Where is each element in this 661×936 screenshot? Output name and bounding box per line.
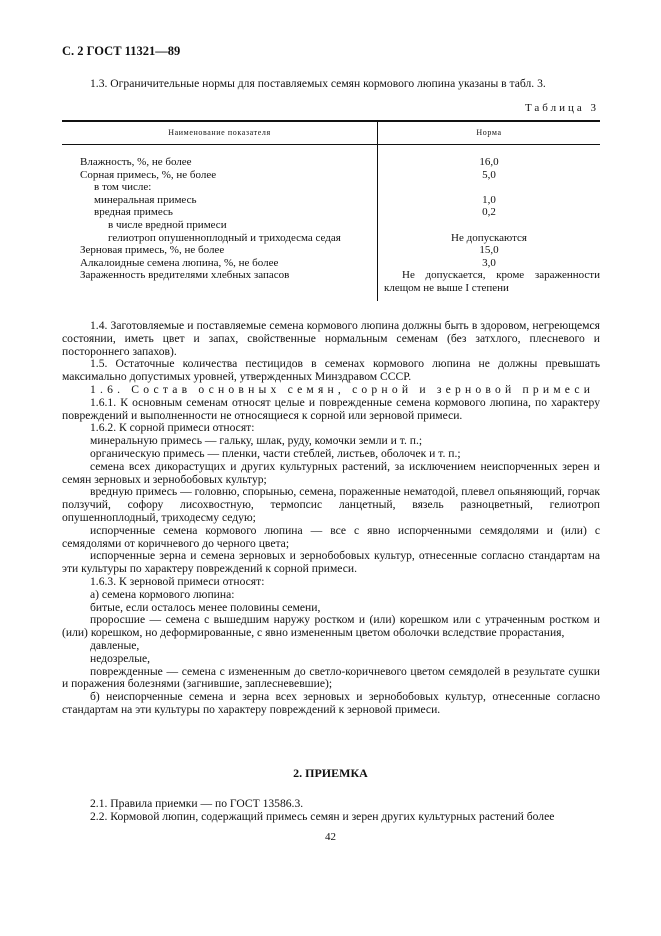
paragraph: б) неиспорченные семена и зерна всех зерновых и зернобобовых культур, отнесенные согласно стандартам на эти культуры по характеру повреждений к зерновой примеси. [62, 690, 600, 716]
section-title: 2. ПРИЕМКА [293, 766, 368, 780]
row-value: 16,0 [479, 156, 499, 168]
row-value: Не допускается, кроме зараженности клещом не выше I степени [384, 269, 600, 294]
table-caption: Таблица 3 [524, 102, 599, 114]
subsection-heading: 1.6. Состав основных семян, сорной и зерновой примеси [90, 382, 595, 396]
row-name: Сорная примесь, %, не более [80, 168, 217, 181]
row-value: 0,2 [482, 206, 496, 219]
row-name: Зараженность вредителями хлебных запасов [80, 269, 290, 282]
paragraph: а) семена кормового люпина: [90, 587, 235, 601]
row-value: 1,0 [482, 193, 496, 206]
row-name: Влажность, %, не более [80, 156, 192, 168]
section2-text [62, 798, 600, 824]
row-name: гелиотроп опушенноплодный и триходесма седая [108, 231, 341, 244]
row-value: 3,0 [482, 256, 496, 269]
paragraph: минеральную примесь — гальку, шлак, руду, комочки земли и т. п.; [90, 434, 423, 448]
paragraph: органическую примесь — пленки, части стеблей, листьев, оболочек и т. п.; [90, 446, 461, 460]
paragraph: битые, если осталось менее половины семени, [90, 600, 321, 614]
paragraph: семена всех дикорастущих и других культурных растений, за исключением неиспорченных зерен и семян зерновых и зернобобовых культур; [62, 459, 600, 486]
paragraph: 2.2. Кормовой люпин, содержащий примесь семян и зерен других культурных растений более [90, 809, 555, 823]
intro-text: 1.3. Ограничительные нормы для поставляемых семян кормового люпина указаны в табл. 3. [90, 77, 546, 90]
row-name: Алкалоидные семена люпина, %, не более [80, 256, 279, 269]
paragraph: 1.6.1. К основным семенам относят целые и поврежденные семена кормового люпина, по характеру повреждений и выполненности не относящиеся к сорной или зерновой примеси. [62, 395, 600, 422]
paragraph: давленые, [90, 638, 140, 652]
paragraph: 1.6.2. К сорной примеси относят: [90, 421, 255, 435]
row-name: в том числе: [94, 181, 152, 194]
table-header-rule [62, 144, 600, 145]
table-body [62, 156, 600, 306]
paragraph: недозрелые, [90, 651, 151, 665]
row-value: 15,0 [479, 244, 499, 257]
paragraph: 2.1. Правила приемки — по ГОСТ 13586.3. [90, 797, 304, 810]
row-value: Не допускаются [451, 231, 527, 244]
table-header-name: Наименование показателя [168, 128, 271, 137]
row-value: 5,0 [482, 168, 496, 181]
row-name: вредная примесь [94, 206, 173, 219]
paragraph: испорченные зерна и семена зерновых и зернобобовых культур, отнесенные согласно стандартам на эти культуры по характеру повреждений к сорной примеси. [62, 549, 600, 576]
row-name: минеральная примесь [94, 193, 197, 206]
page-header: С. 2 ГОСТ 11321—89 [62, 44, 181, 58]
intro-paragraph [62, 78, 600, 91]
table-header-norm: Норма [476, 128, 502, 137]
page-number: 42 [325, 831, 336, 843]
paragraph: вредную примесь — головню, спорынью, семена, пораженные нематодой, плевел опьяняющий, горчак ползучий, софору лисохвостную, термопсис ланцетный, вязель разноцветный, гелиотроп опушенноплодный, триходесму седую; [62, 485, 600, 524]
table-top-rule [62, 120, 600, 122]
paragraph: испорченные семена кормового люпина — все с явно испорченными семядолями и (или) с семядолями от коричневого до черного цвета; [62, 523, 600, 550]
body-text [62, 320, 600, 717]
paragraph: 1.6.3. К зерновой примеси относят: [90, 574, 265, 588]
row-name: Зерновая примесь, %, не более [80, 244, 225, 257]
paragraph: 1.4. Заготовляемые и поставляемые семена кормового люпина должны быть в здоровом, негреющемся состоянии, иметь цвет и запах, свойственные нормальным семенам (без затхлого, плесневого и постороннего запахов). [62, 319, 600, 358]
paragraph: 1.5. Остаточные количества пестицидов в семенах кормового люпина не должны превышать максимально допустимых уровней, утвержденных Минздравом СССР. [62, 357, 600, 384]
paragraph: поврежденные — семена с измененным до светло-коричневого цветом семядолей в результате сушки и поражения болезнями (загнившие, заплесневевшие); [62, 664, 600, 691]
row-name: в числе вредной примеси [108, 219, 227, 231]
paragraph: проросшие — семена с вышедшим наружу ростком и (или) корешком или с утраченным ростком и (или) корешком, но деформированные, с явно измененным цветом оболочки вследствие прорастания, [62, 613, 600, 640]
